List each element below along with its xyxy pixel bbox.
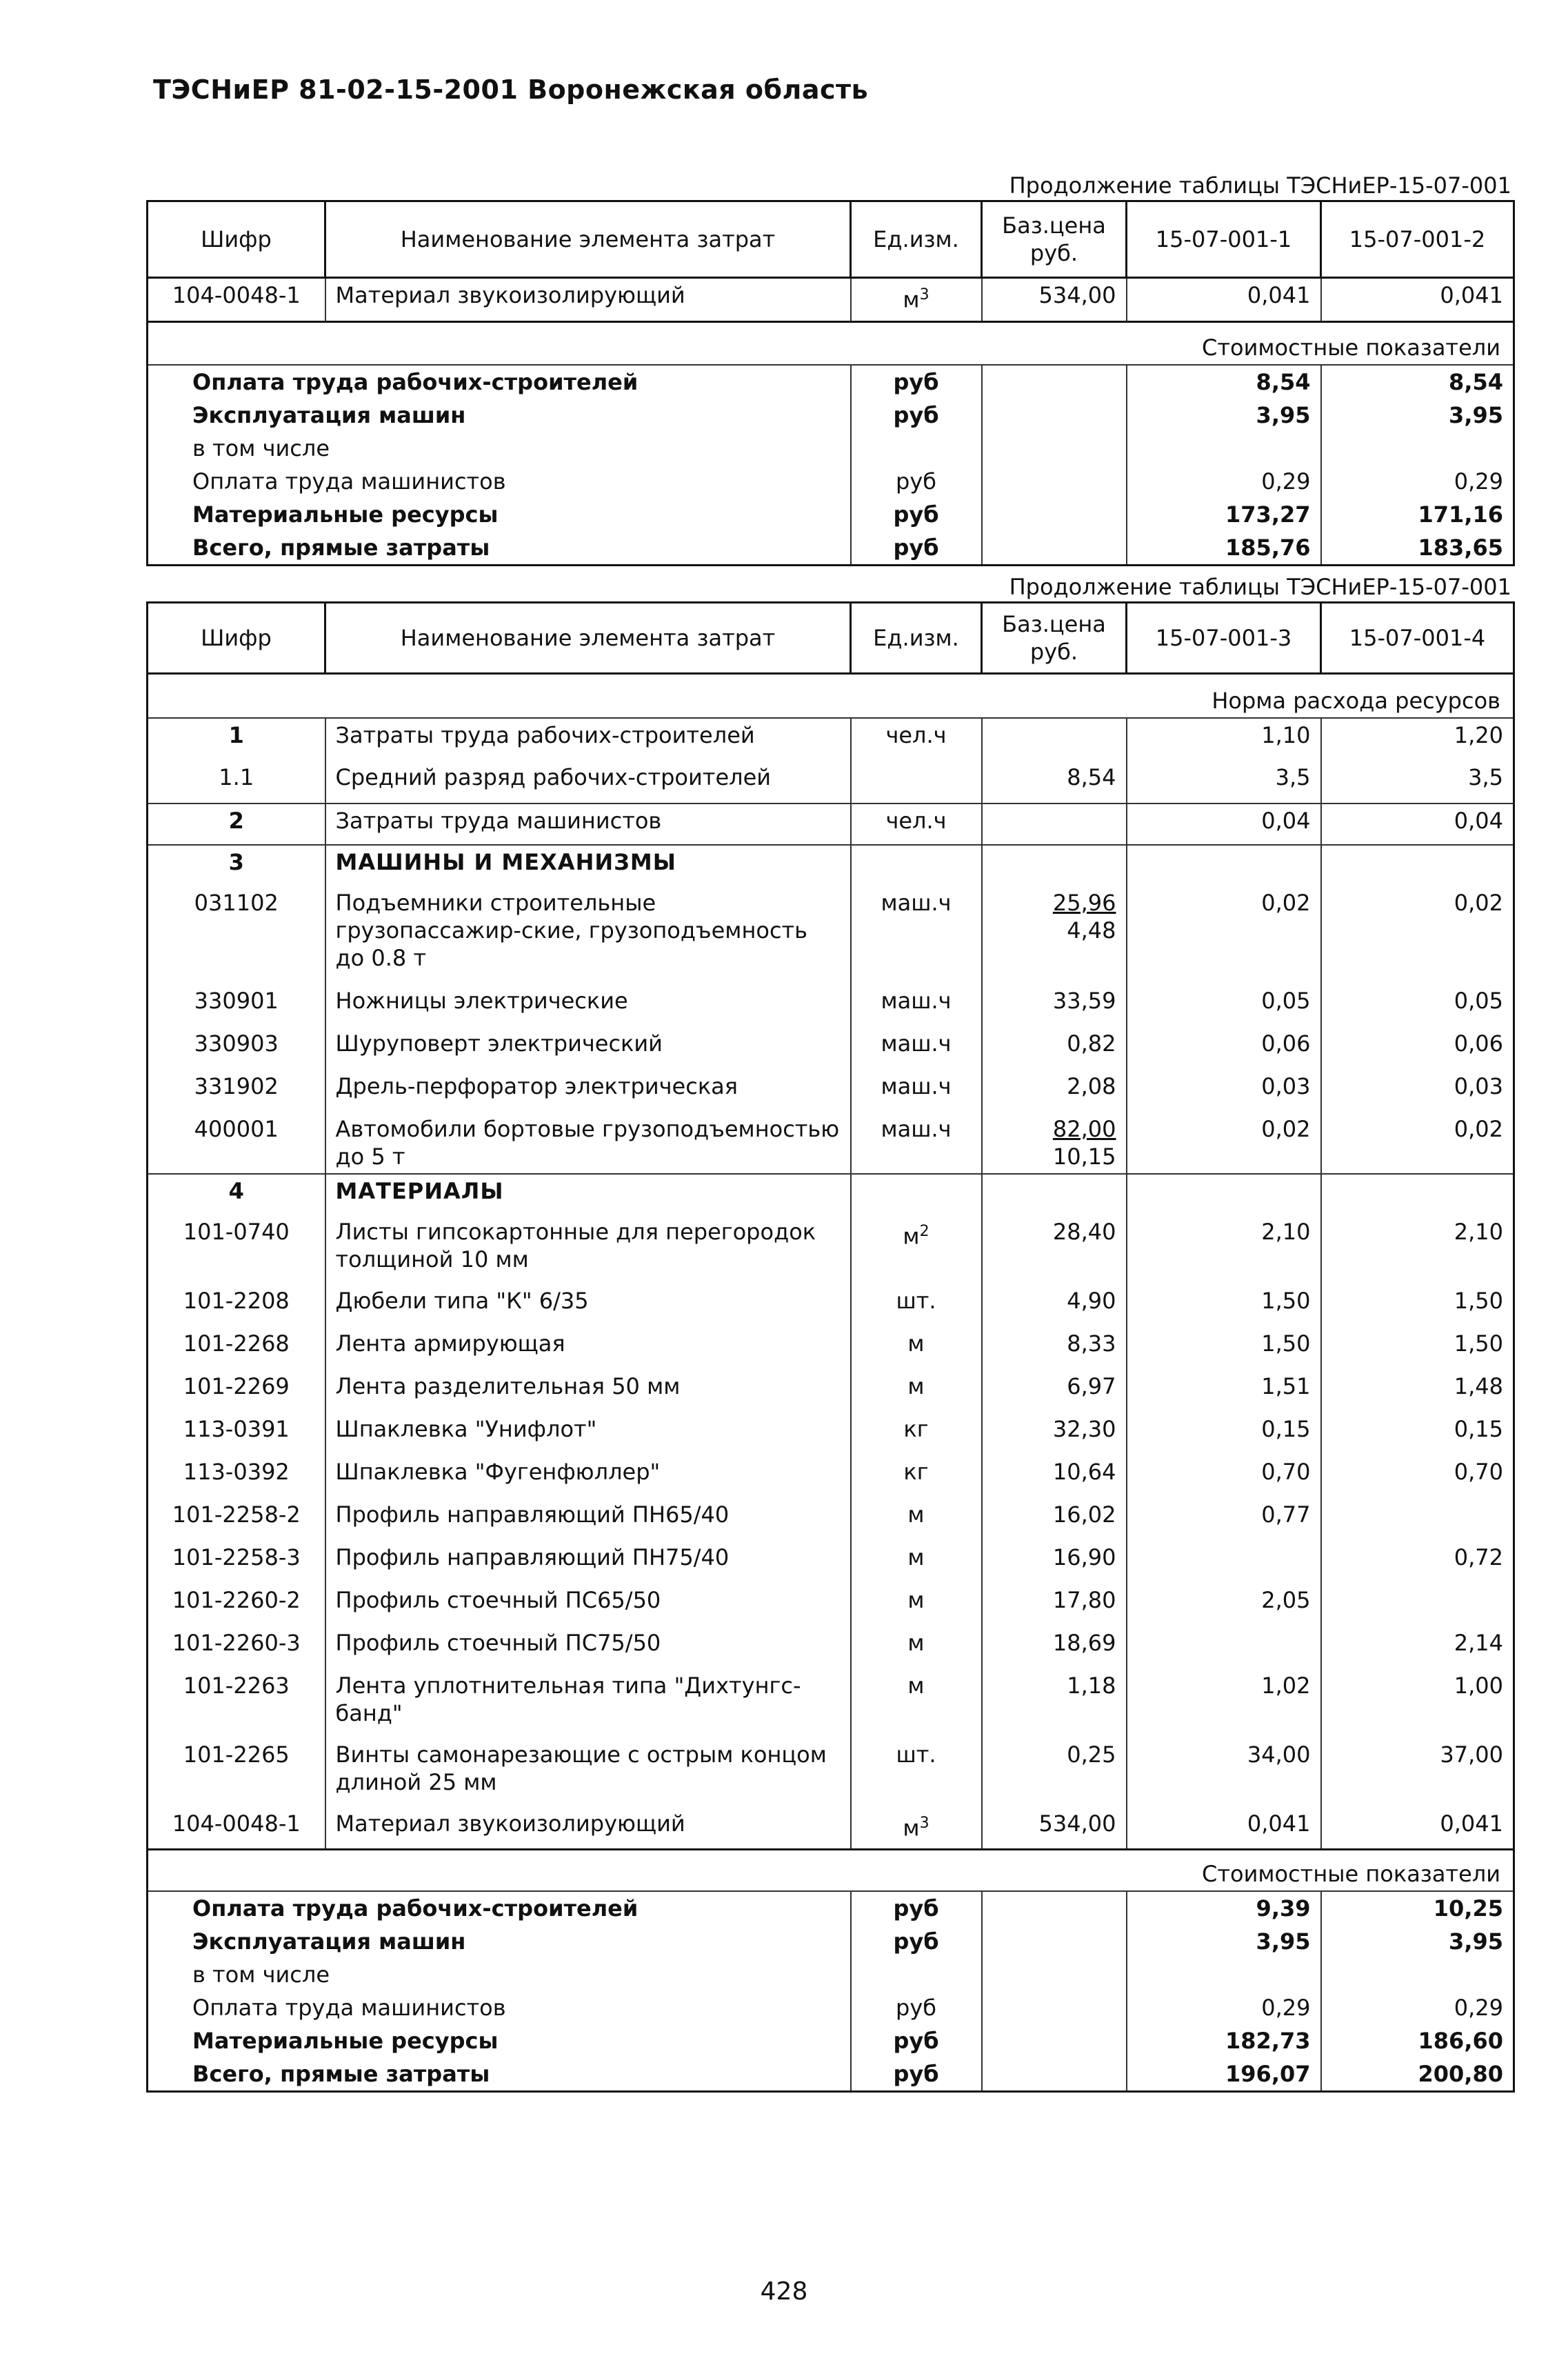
summary-price: [982, 432, 1127, 465]
row-value-1: [1127, 1541, 1321, 1584]
summary-name: в том числе: [148, 1958, 851, 1991]
summary-name: Всего, прямые затраты: [148, 531, 851, 566]
row-price: [982, 1027, 1127, 1070]
row-code: 2: [148, 803, 325, 845]
summary-row: [148, 2024, 1514, 2057]
summary-value-1: 185,76: [1127, 531, 1321, 566]
row-name: Лента уплотнительная типа "Дихтунгс-банд": [325, 1669, 851, 1738]
summary-value-1: 196,07: [1127, 2057, 1321, 2092]
row-code: 104-0048-1: [148, 278, 325, 322]
summary-price: [982, 531, 1127, 566]
row-code: 101-2263: [148, 1669, 325, 1738]
row-unit: [851, 1327, 982, 1370]
row-value-2: 2,14: [1321, 1626, 1514, 1669]
summary-price: [982, 2024, 1127, 2057]
row-value-1: 1,10: [1127, 718, 1321, 761]
page-number: 428: [760, 2277, 808, 2306]
document-title: ТЭСНиЕР 81-02-15-2001 Воронежская область: [153, 74, 869, 105]
unit-text: кг: [903, 1458, 929, 1485]
row-code: 330903: [148, 1027, 325, 1070]
row-unit: [851, 1807, 982, 1850]
summary-row: [148, 465, 1514, 498]
header-price-line2: руб.: [1029, 639, 1078, 665]
unit-text: м: [907, 1544, 925, 1570]
row-code: 331902: [148, 1070, 325, 1112]
unit-superscript: 3: [919, 1814, 929, 1832]
row-unit: маш.ч: [851, 1027, 982, 1070]
row-unit: [851, 1455, 982, 1498]
table-row: [148, 1327, 1514, 1370]
summary-unit: руб: [851, 2024, 982, 2057]
row-price: 8,54: [982, 761, 1127, 803]
row-code: 400001: [148, 1112, 325, 1174]
row-code: 101-2269: [148, 1370, 325, 1412]
row-value-1: 3,5: [1127, 761, 1321, 803]
summary-value-1: 0,29: [1127, 465, 1321, 498]
row-code: 113-0391: [148, 1412, 325, 1455]
summary-value-1: 182,73: [1127, 2024, 1321, 2057]
summary-price: [982, 399, 1127, 432]
row-value-2: 1,20: [1321, 718, 1514, 761]
unit-text: м: [907, 1586, 925, 1613]
row-value-1: 34,00: [1127, 1738, 1321, 1807]
summary-unit: руб: [851, 465, 982, 498]
header-name: Наименование элемента затрат: [325, 201, 851, 278]
summary-unit: руб: [851, 365, 982, 399]
row-unit: [851, 1626, 982, 1669]
header-code: Шифр: [148, 201, 325, 278]
summary-value-1: [1127, 432, 1321, 465]
row-name: Затраты труда машинистов: [325, 803, 851, 845]
row-code: 101-2268: [148, 1327, 325, 1370]
row-value-1: 0,05: [1127, 984, 1321, 1027]
row-name: Винты самонарезающие с острым концом длиной 25 мм: [325, 1738, 851, 1807]
row-name: Шпаклевка "Унифлот": [325, 1412, 851, 1455]
row-value-2: 0,02: [1321, 1112, 1514, 1174]
table-row: [148, 1738, 1514, 1807]
row-name: Дюбели типа "К" 6/35: [325, 1284, 851, 1327]
band-label: Стоимостные показатели: [148, 1850, 1514, 1891]
row-unit: [851, 845, 982, 886]
row-price: 16,02: [982, 1498, 1127, 1541]
row-name: Дрель-перфоратор электрическая: [325, 1070, 851, 1112]
summary-name: Материальные ресурсы: [148, 2024, 851, 2057]
section-title: МАТЕРИАЛЫ: [325, 1174, 851, 1215]
row-unit: чел.ч: [851, 803, 982, 845]
row-price: [982, 1174, 1127, 1215]
section-title: МАШИНЫ И МЕХАНИЗМЫ: [325, 845, 851, 886]
summary-unit: [851, 1958, 982, 1991]
row-value-2: [1321, 1498, 1514, 1541]
table-row: [148, 1070, 1514, 1112]
row-value-2: 0,15: [1321, 1412, 1514, 1455]
row-code: 101-2265: [148, 1738, 325, 1807]
row-name: Шпаклевка "Фугенфюллер": [325, 1455, 851, 1498]
norm-table-2: [146, 601, 1515, 2093]
row-code: 101-2260-3: [148, 1626, 325, 1669]
summary-unit: руб: [851, 531, 982, 566]
row-code: 104-0048-1: [148, 1807, 325, 1850]
band-cost-indicators: [148, 322, 1514, 365]
row-value-1: 1,51: [1127, 1370, 1321, 1412]
table-row: [148, 1541, 1514, 1584]
header-price-line1: Баз.цена: [1002, 212, 1106, 239]
header-col6: 15-07-001-2: [1321, 201, 1514, 278]
row-name: Автомобили бортовые грузоподъемностью до 5 т: [325, 1112, 851, 1174]
unit-text: м: [907, 1372, 925, 1399]
unit-text: шт.: [896, 1741, 936, 1768]
summary-name: Оплата труда машинистов: [148, 465, 851, 498]
row-unit: [851, 1370, 982, 1412]
summary-row: [148, 432, 1514, 465]
price-value: 33,59: [1052, 987, 1116, 1014]
table-row: [148, 984, 1514, 1027]
table-row: [148, 1027, 1514, 1070]
row-price: 17,80: [982, 1584, 1127, 1626]
row-value-2: 0,041: [1321, 1807, 1514, 1850]
row-name: Затраты труда рабочих-строителей: [325, 718, 851, 761]
summary-value-2: 186,60: [1321, 2024, 1514, 2057]
summary-row: [148, 498, 1514, 531]
row-value-1: 0,041: [1127, 278, 1321, 322]
row-unit: [851, 1284, 982, 1327]
row-price: 10,64: [982, 1455, 1127, 1498]
band-cost-indicators: [148, 1850, 1514, 1891]
row-code: 1.1: [148, 761, 325, 803]
summary-row: [148, 531, 1514, 566]
price-value: 0,82: [1067, 1030, 1116, 1057]
summary-value-2: 0,29: [1321, 465, 1514, 498]
unit-text: м: [907, 1501, 925, 1528]
row-value-1: 1,02: [1127, 1669, 1321, 1738]
row-value-1: 2,05: [1127, 1584, 1321, 1626]
row-value-2: 1,50: [1321, 1284, 1514, 1327]
row-price: 16,90: [982, 1541, 1127, 1584]
table-row: [148, 718, 1514, 761]
row-value-1: 0,06: [1127, 1027, 1321, 1070]
row-value-2: 0,05: [1321, 984, 1514, 1027]
summary-value-2: 171,16: [1321, 498, 1514, 531]
row-value-1: [1127, 845, 1321, 886]
unit-text: м: [903, 1223, 920, 1250]
row-value-1: 0,02: [1127, 1112, 1321, 1174]
summary-value-2: 8,54: [1321, 365, 1514, 399]
row-unit: маш.ч: [851, 1070, 982, 1112]
row-value-2: [1321, 1584, 1514, 1626]
row-price: 32,30: [982, 1412, 1127, 1455]
summary-price: [982, 1958, 1127, 1991]
row-name: Средний разряд рабочих-строителей: [325, 761, 851, 803]
row-name: Профиль направляющий ПН75/40: [325, 1541, 851, 1584]
summary-price: [982, 1925, 1127, 1958]
row-value-1: [1127, 1174, 1321, 1215]
header-price: [982, 603, 1127, 674]
summary-name: Оплата труда рабочих-строителей: [148, 1891, 851, 1925]
unit-superscript: 3: [919, 286, 929, 303]
row-code: 101-2208: [148, 1284, 325, 1327]
norm-table-1: [146, 200, 1515, 566]
row-value-1: 1,50: [1127, 1327, 1321, 1370]
row-code: 101-2258-3: [148, 1541, 325, 1584]
row-unit: чел.ч: [851, 718, 982, 761]
row-value-1: 2,10: [1127, 1215, 1321, 1284]
header-price: [982, 201, 1127, 278]
table-row: [148, 1284, 1514, 1327]
row-price: 534,00: [982, 278, 1127, 322]
table-row: [148, 761, 1514, 803]
price-value-secondary: 10,15: [1052, 1143, 1116, 1170]
row-price: [982, 1112, 1127, 1174]
summary-value-1: 8,54: [1127, 365, 1321, 399]
unit-text: м: [903, 1815, 920, 1841]
table-row: [148, 803, 1514, 845]
summary-name: в том числе: [148, 432, 851, 465]
row-value-1: 0,70: [1127, 1455, 1321, 1498]
row-unit: [851, 1669, 982, 1738]
table-row: [148, 1412, 1514, 1455]
summary-value-2: 3,95: [1321, 1925, 1514, 1958]
summary-name: Всего, прямые затраты: [148, 2057, 851, 2092]
header-col5: 15-07-001-3: [1127, 603, 1321, 674]
row-price: 4,90: [982, 1284, 1127, 1327]
summary-value-2: [1321, 1958, 1514, 1991]
row-name: Ножницы электрические: [325, 984, 851, 1027]
row-value-2: [1321, 845, 1514, 886]
row-value-2: 1,00: [1321, 1669, 1514, 1738]
row-name: Материал звукоизолирующий: [325, 278, 851, 322]
section-code: 4: [148, 1174, 325, 1215]
row-price: [982, 718, 1127, 761]
row-name: Материал звукоизолирующий: [325, 1807, 851, 1850]
row-value-2: 3,5: [1321, 761, 1514, 803]
header-name: Наименование элемента затрат: [325, 603, 851, 674]
summary-value-1: 3,95: [1127, 399, 1321, 432]
row-name: Профиль направляющий ПН65/40: [325, 1498, 851, 1541]
row-unit: [851, 761, 982, 803]
row-value-2: 37,00: [1321, 1738, 1514, 1807]
header-unit: Ед.изм.: [851, 201, 982, 278]
table-row: [148, 1669, 1514, 1738]
summary-name: Оплата труда машинистов: [148, 1991, 851, 2024]
row-price: [982, 1070, 1127, 1112]
band-label: Стоимостные показатели: [148, 322, 1514, 365]
price-value: 2,08: [1067, 1072, 1116, 1099]
summary-price: [982, 1991, 1127, 2024]
header-price-line1: Баз.цена: [1002, 611, 1106, 637]
price-value: 25,96: [1052, 889, 1116, 916]
summary-value-2: 10,25: [1321, 1891, 1514, 1925]
row-unit: [851, 1584, 982, 1626]
row-price: 6,97: [982, 1370, 1127, 1412]
summary-row: [148, 365, 1514, 399]
unit-text: м: [907, 1672, 925, 1699]
row-value-2: [1321, 1174, 1514, 1215]
price-value-secondary: 4,48: [1067, 917, 1116, 944]
summary-name: Оплата труда рабочих-строителей: [148, 365, 851, 399]
row-value-2: 1,50: [1321, 1327, 1514, 1370]
unit-text: шт.: [896, 1287, 936, 1314]
row-value-1: 0,02: [1127, 886, 1321, 984]
summary-row: [148, 2057, 1514, 2092]
summary-price: [982, 2057, 1127, 2092]
row-unit: маш.ч: [851, 1112, 982, 1174]
summary-value-2: 200,80: [1321, 2057, 1514, 2092]
row-value-2: 0,041: [1321, 278, 1514, 322]
row-value-1: 0,041: [1127, 1807, 1321, 1850]
summary-row: [148, 1925, 1514, 1958]
table-row: [148, 1370, 1514, 1412]
row-price: 1,18: [982, 1669, 1127, 1738]
row-price: 534,00: [982, 1807, 1127, 1850]
header-code: Шифр: [148, 603, 325, 674]
summary-value-1: [1127, 1958, 1321, 1991]
row-code: 101-0740: [148, 1215, 325, 1284]
row-unit: [851, 1738, 982, 1807]
summary-unit: руб: [851, 1891, 982, 1925]
table-row: [148, 1112, 1514, 1174]
row-price: 28,40: [982, 1215, 1127, 1284]
table-row: [148, 1626, 1514, 1669]
row-price: [982, 845, 1127, 886]
row-value-2: 0,06: [1321, 1027, 1514, 1070]
row-value-2: 0,03: [1321, 1070, 1514, 1112]
row-unit: [851, 1541, 982, 1584]
row-name: Шуруповерт электрический: [325, 1027, 851, 1070]
summary-price: [982, 1891, 1127, 1925]
row-name: Профиль стоечный ПС65/50: [325, 1584, 851, 1626]
band-resource-norms: [148, 674, 1514, 718]
price-value: 82,00: [1052, 1115, 1116, 1142]
summary-value-1: 173,27: [1127, 498, 1321, 531]
row-unit: маш.ч: [851, 984, 982, 1027]
summary-value-1: 3,95: [1127, 1925, 1321, 1958]
row-unit: [851, 278, 982, 322]
table-row: [148, 1807, 1514, 1850]
row-value-2: 2,10: [1321, 1215, 1514, 1284]
summary-name: Материальные ресурсы: [148, 498, 851, 531]
unit-text: м: [903, 286, 920, 313]
row-value-1: 0,77: [1127, 1498, 1321, 1541]
row-value-2: 0,72: [1321, 1541, 1514, 1584]
row-value-1: 1,50: [1127, 1284, 1321, 1327]
table-row: [148, 1498, 1514, 1541]
row-value-2: 0,70: [1321, 1455, 1514, 1498]
row-price: [982, 803, 1127, 845]
row-value-2: 1,48: [1321, 1370, 1514, 1412]
row-price: [982, 886, 1127, 984]
row-code: 101-2258-2: [148, 1498, 325, 1541]
summary-name: Эксплуатация машин: [148, 1925, 851, 1958]
row-unit: [851, 1412, 982, 1455]
table-row: [148, 1455, 1514, 1498]
row-name: Подъемники строительные грузопассажир-ские, грузоподъемность до 0.8 т: [325, 886, 851, 984]
summary-value-2: 183,65: [1321, 531, 1514, 566]
summary-price: [982, 498, 1127, 531]
summary-value-2: [1321, 432, 1514, 465]
table-header: [148, 603, 1514, 674]
summary-name: Эксплуатация машин: [148, 399, 851, 432]
summary-value-2: 3,95: [1321, 399, 1514, 432]
unit-text: м: [907, 1629, 925, 1656]
summary-value-1: 0,29: [1127, 1991, 1321, 2024]
row-unit: [851, 1215, 982, 1284]
row-code: 1: [148, 718, 325, 761]
unit-superscript: 2: [919, 1222, 929, 1240]
header-col5: 15-07-001-1: [1127, 201, 1321, 278]
row-unit: маш.ч: [851, 886, 982, 984]
row-value-1: 0,04: [1127, 803, 1321, 845]
table-row: [148, 886, 1514, 984]
section-materials: [148, 1174, 1514, 1215]
row-unit: [851, 1174, 982, 1215]
unit-text: м: [907, 1330, 925, 1357]
row-price: 8,33: [982, 1327, 1127, 1370]
row-code: 330901: [148, 984, 325, 1027]
row-name: Лента армирующая: [325, 1327, 851, 1370]
row-name: Листы гипсокартонные для перегородок толщиной 10 мм: [325, 1215, 851, 1284]
table-row: [148, 278, 1514, 322]
header-unit: Ед.изм.: [851, 603, 982, 674]
section-machines: [148, 845, 1514, 886]
row-code: 101-2260-2: [148, 1584, 325, 1626]
summary-price: [982, 465, 1127, 498]
header-col6: 15-07-001-4: [1321, 603, 1514, 674]
summary-price: [982, 365, 1127, 399]
table-header: [148, 201, 1514, 278]
row-value-1: 0,15: [1127, 1412, 1321, 1455]
summary-row: [148, 399, 1514, 432]
summary-value-2: 0,29: [1321, 1991, 1514, 2024]
summary-unit: [851, 432, 982, 465]
summary-row: [148, 1891, 1514, 1925]
summary-unit: руб: [851, 498, 982, 531]
row-unit: [851, 1498, 982, 1541]
row-value-1: [1127, 1626, 1321, 1669]
summary-unit: руб: [851, 1991, 982, 2024]
summary-value-1: 9,39: [1127, 1891, 1321, 1925]
row-name: Лента разделительная 50 мм: [325, 1370, 851, 1412]
band-label: Норма расхода ресурсов: [148, 674, 1514, 718]
summary-row: [148, 1991, 1514, 2024]
unit-text: кг: [903, 1415, 929, 1442]
row-price: [982, 984, 1127, 1027]
row-value-1: 0,03: [1127, 1070, 1321, 1112]
summary-unit: руб: [851, 2057, 982, 2092]
table-row: [148, 1584, 1514, 1626]
row-value-2: 0,04: [1321, 803, 1514, 845]
summary-unit: руб: [851, 399, 982, 432]
continuation-label-1: Продолжение таблицы ТЭСНиЕР-15-07-001: [1009, 172, 1511, 199]
row-price: 0,25: [982, 1738, 1127, 1807]
row-price: 18,69: [982, 1626, 1127, 1669]
row-code: 113-0392: [148, 1455, 325, 1498]
summary-row: [148, 1958, 1514, 1991]
header-price-line2: руб.: [1029, 240, 1078, 266]
row-code: 031102: [148, 886, 325, 984]
table-row: [148, 1215, 1514, 1284]
summary-unit: руб: [851, 1925, 982, 1958]
row-name: Профиль стоечный ПС75/50: [325, 1626, 851, 1669]
section-code: 3: [148, 845, 325, 886]
row-value-2: 0,02: [1321, 886, 1514, 984]
continuation-label-2: Продолжение таблицы ТЭСНиЕР-15-07-001: [1009, 574, 1511, 600]
